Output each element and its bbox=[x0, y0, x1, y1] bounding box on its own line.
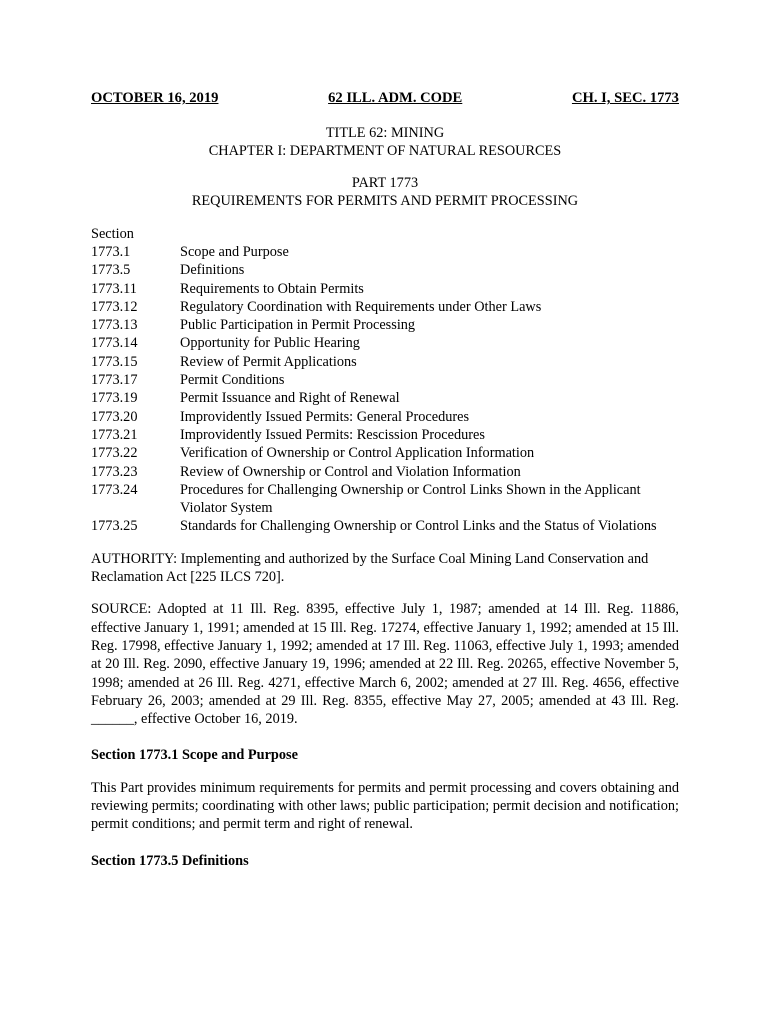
toc-section-title: Permit Issuance and Right of Renewal bbox=[180, 390, 400, 407]
header-code: 62 ILL. ADM. CODE bbox=[328, 90, 463, 106]
toc-section-title: Requirements to Obtain Permits bbox=[180, 280, 364, 297]
authority-note: AUTHORITY: Implementing and authorized by the Surface Coal Mining Land Conservation and Reclamation Act [225 ILCS 720]. bbox=[91, 550, 649, 586]
toc-section-number: 1773.5 bbox=[91, 262, 131, 279]
toc-section-number: 1773.19 bbox=[91, 390, 138, 407]
toc-row bbox=[91, 353, 679, 371]
toc-row bbox=[91, 243, 679, 261]
toc-section-title: Review of Ownership or Control and Violation Information bbox=[180, 463, 521, 480]
title-block bbox=[91, 124, 679, 161]
toc-section-number: 1773.24 bbox=[91, 481, 138, 498]
toc-section-title: Verification of Ownership or Control Application Information bbox=[180, 445, 535, 462]
toc-section-title: Regulatory Coordination with Requirements under Other Laws bbox=[180, 298, 542, 315]
toc-section-number: 1773.15 bbox=[91, 353, 138, 370]
toc-label: Section bbox=[91, 225, 134, 242]
toc-section-number: 1773.17 bbox=[91, 372, 138, 389]
toc-section-number: 1773.22 bbox=[91, 445, 138, 462]
toc-list bbox=[91, 243, 679, 536]
toc-section-number: 1773.25 bbox=[91, 518, 138, 535]
title-line: TITLE 62: MINING bbox=[325, 124, 445, 141]
toc-row bbox=[91, 481, 679, 518]
toc-section-title: Opportunity for Public Hearing bbox=[180, 335, 360, 352]
toc-section-title: Definitions bbox=[180, 262, 245, 279]
section-body: This Part provides minimum requirements for permits and permit processing and covers obtaining and reviewing permits; coordinating with other laws; public participation; permit decision and notification; permit conditions; and permit term and right of renewal. bbox=[91, 779, 680, 833]
section-heading: Section 1773.5 Definitions bbox=[91, 852, 249, 869]
toc-row bbox=[91, 280, 679, 298]
part-block bbox=[91, 174, 679, 211]
running-header bbox=[91, 90, 679, 108]
toc-section-number: 1773.23 bbox=[91, 463, 138, 480]
toc-section-number: 1773.12 bbox=[91, 298, 138, 315]
toc-row bbox=[91, 316, 679, 334]
header-section: CH. I, SEC. 1773 bbox=[571, 90, 679, 106]
toc-row bbox=[91, 426, 679, 444]
document-page bbox=[91, 90, 679, 870]
toc-section-number: 1773.21 bbox=[91, 426, 138, 443]
toc-row bbox=[91, 444, 679, 462]
toc-section-title: Standards for Challenging Ownership or Control Links and the Status of Violations bbox=[180, 518, 657, 535]
toc-section-title: Public Participation in Permit Processing bbox=[180, 317, 416, 334]
part-title: REQUIREMENTS FOR PERMITS AND PERMIT PROCESSING bbox=[191, 193, 579, 210]
toc-row bbox=[91, 334, 679, 352]
section-heading: Section 1773.1 Scope and Purpose bbox=[91, 747, 298, 764]
toc-section-number: 1773.13 bbox=[91, 317, 138, 334]
table-of-contents bbox=[91, 225, 679, 536]
toc-row bbox=[91, 408, 679, 426]
toc-row bbox=[91, 371, 679, 389]
toc-row bbox=[91, 389, 679, 407]
toc-section-title: Improvidently Issued Permits: General Procedures bbox=[180, 408, 470, 425]
source-note: SOURCE: Adopted at 11 Ill. Reg. 8395, effective July 1, 1987; amended at 14 Ill. Reg. 11886, effective January 1, 1991; amended at 15 Ill. Reg. 17274, effective January 1, 1992; amended at 15 Ill. Reg. 17998, effective January 1, 1992; amended at 17 Ill. Reg. 11063, effective July 1, 1993; amended at 20 Ill. Reg. 2090, effective January 19, 1996; amended at 22 Ill. Reg. 20265, effective November 5, 1998; amended at 26 Ill. Reg. 4271, effective March 6, 2002; amended at 27 Ill. Reg. 4656, effective February 26, 2003; amended at 29 Ill. Reg. 8355, effective May 27, 2005; amended at 43 Ill. Reg. ______, effective October 16, 2019. bbox=[91, 601, 679, 728]
chapter-line: CHAPTER I: DEPARTMENT OF NATURAL RESOURCES bbox=[208, 142, 562, 159]
toc-section-number: 1773.20 bbox=[91, 408, 138, 425]
part-number: PART 1773 bbox=[351, 175, 419, 192]
toc-section-number: 1773.1 bbox=[91, 243, 131, 260]
toc-section-number: 1773.11 bbox=[91, 280, 137, 297]
toc-section-title: Procedures for Challenging Ownership or Control Links Shown in the Applicant Violator System bbox=[180, 481, 641, 517]
toc-section-title: Permit Conditions bbox=[180, 372, 285, 389]
toc-section-title: Scope and Purpose bbox=[180, 243, 289, 260]
toc-section-title: Improvidently Issued Permits: Rescission Procedures bbox=[180, 426, 485, 443]
toc-row bbox=[91, 298, 679, 316]
toc-row bbox=[91, 517, 679, 535]
toc-section-title: Review of Permit Applications bbox=[180, 353, 357, 370]
header-date: OCTOBER 16, 2019 bbox=[91, 90, 219, 106]
toc-row bbox=[91, 261, 679, 279]
toc-section-number: 1773.14 bbox=[91, 335, 138, 352]
toc-row bbox=[91, 463, 679, 481]
